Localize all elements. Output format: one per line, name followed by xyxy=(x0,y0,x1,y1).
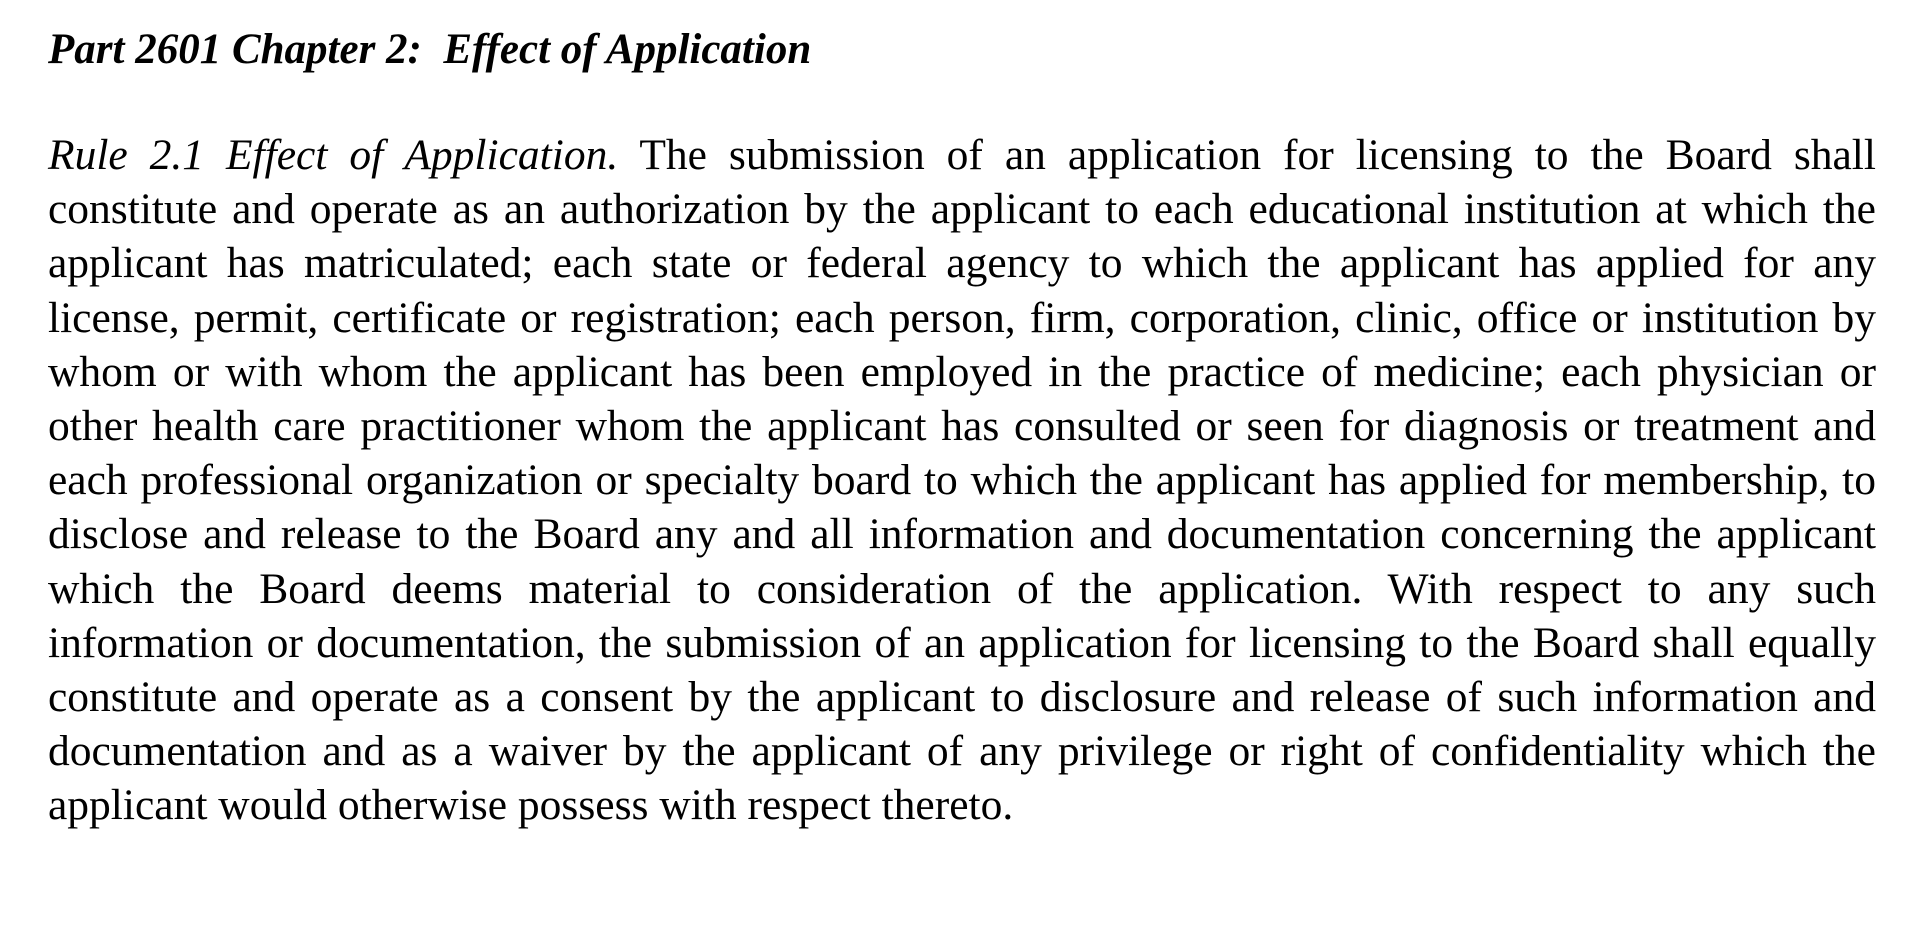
rule-paragraph xyxy=(48,128,1876,833)
chapter-heading: Part 2601 Chapter 2: Effect of Application xyxy=(48,26,812,73)
rule-title: Rule 2.1 Effect of Application. xyxy=(48,131,619,179)
rule-body: The submission of an application for licensing to the Board shall constitute and operate as an authorization by the applicant to each educational institution at which the applicant has matriculated; each state or federal agency to which the applicant has applied for any license, permit, certificate or registration; each person, firm, corporation, clinic, office or institution by whom or with whom the applicant has been employed in the practice of medicine; each physician or other health care practitioner whom the applicant has consulted or seen for diagnosis or treatment and each professional organization or specialty board to which the applicant has applied for membership, to disclose and release to the Board any and all information and documentation concerning the applicant which the Board deems material to consideration of the application. With respect to any such information or documentation, the submission of an application for licensing to the Board shall equally constitute and operate as a consent by the applicant to disclosure and release of such information and documentation and as a waiver by the applicant of any privilege or right of confidentiality which the applicant would otherwise possess with respect thereto. xyxy=(48,131,1876,830)
